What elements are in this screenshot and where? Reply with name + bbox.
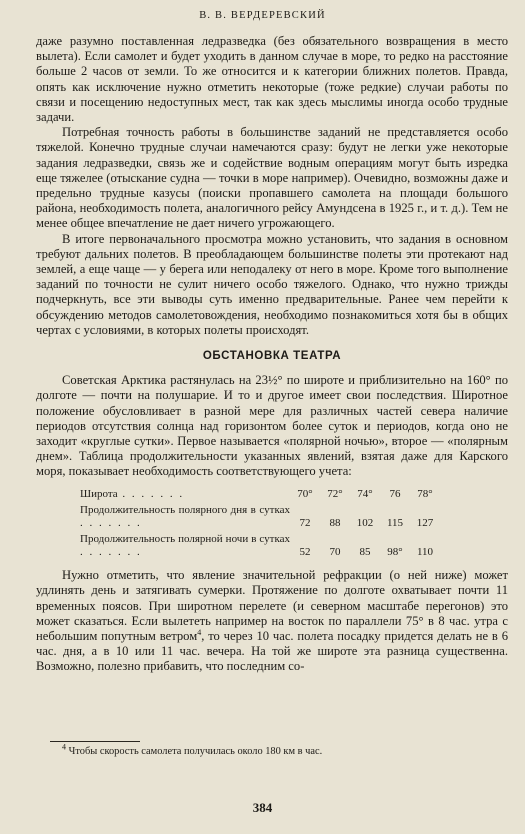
table-cell: 127 <box>416 516 434 529</box>
paragraph-arctic-extent: Советская Арктика растянулась на 23½° по широте и приблизительно на 160° по долготе — почти на полушарие. И то и другое имеет свои последствия. Широтное положение обусловливает в разной мере для различных частей севера наличие периодов отсутствия солнца над горизонтом более суток и периодов, когда оно не заходит «круглые сутки». Первое называется «полярной ночью», второе — «полярным днем». Таблица продолжительности указанных явлений, взятая даже для Карского моря, показывает необходимость соответствующего учета: <box>36 373 508 479</box>
table-row <box>80 486 440 503</box>
paragraph-refraction-text-a: Нужно отметить, что явление значительной рефракции (о ней ниже) может удлинять день и затягивать сумерки. Протяжение по долготе охватывает почти 11 временных поясов. При широтном перелете (и северном масштабе перегонов) это может сказаться. Если вылететь например на восток по параллели 75° в 8 час. утра с небольшим попутным ветром <box>36 568 508 643</box>
leader-dots: . . . . . . . <box>80 516 142 529</box>
table-cell: 78° <box>417 487 433 500</box>
paragraph-summary: В итоге первоначального просмотра можно установить, что задания в основном требуют дальних полетов. В преобладающем большинстве полеты эти протекают над землей, а еще чаще — у берега или неподалеку от него в море. Кроме того выполнение заданий по точности не сулит ничего особо тяжелого. Однако, что нужно трижды подчеркнуть, все эти выводы суть именно предварительные. Ранее чем перейти к обсуждению методов самолетовождения, необходимо познакомиться хотя бы в общих чертах с условиями, в которых полеты происходят. <box>36 231 508 337</box>
footnote <box>62 742 502 758</box>
paragraph-refraction-text-b: , то через 10 час. полета посадку придется делать не в 6 час. дня, а в 10 или 11 час. вечера. На той же широте эта разница существенна. Возможно, полезно прибавить, что последним со- <box>36 629 509 674</box>
table-cell: 110 <box>416 545 434 558</box>
footnote-reference: 4 <box>197 627 202 637</box>
paragraph-accuracy: Потребная точность работы в большинстве заданий не представляется особо тяжелой. Конечно трудные случаи намечаются сразу: будут не легки уже некоторые задания ледразведки, связь же и содействие водным операциям могут быть изредка еще тяжелее (отыскание судна — точки в море например). Очевидно, возможны даже и предельно трудные казусы (поиски пропавшего самолета на площади большого района, необходимость полета, аналогичного рейсу Амундсена в 1925 г., и т. д.). Тем не менее общее впечатление не дает ничего угрожающего. <box>36 125 508 231</box>
table-row-label: Продолжительность полярного дня в сутках . . . . . . . <box>80 504 290 529</box>
running-head: В. В. ВЕРДЕРЕВСКИЙ <box>199 10 326 21</box>
table-row-label: Широта . . . . . . . <box>80 487 185 500</box>
table-cell: 70° <box>297 487 313 500</box>
table-cell: 85 <box>359 545 371 558</box>
table-cell: 88 <box>329 516 341 529</box>
table-cell: 115 <box>386 516 404 529</box>
table-cell: 102 <box>356 516 374 529</box>
table-cell: 74° <box>357 487 373 500</box>
body-text <box>36 34 508 675</box>
table-cell: 52 <box>299 545 311 558</box>
polar-day-night-table <box>80 486 440 561</box>
footnote-text: Чтобы скорость самолета получилась около 180 км в час. <box>68 746 323 757</box>
table-cell: 76 <box>389 487 401 500</box>
table-cell: 98° <box>387 545 403 558</box>
table-cell: 72° <box>327 487 343 500</box>
table-row <box>80 502 440 531</box>
table-row-label: Продолжительность полярной ночи в сутках . . . . . . . <box>80 533 290 558</box>
paragraph-refraction <box>36 568 508 674</box>
table-cell: 70 <box>329 545 341 558</box>
paragraph-continuation: даже разумно поставленная ледразведка (без обязательного возвращения в место вылета). Если самолет и будет уходить в данном случае в море, то редко на расстояние больше 2 часов от земли. То же относится и к категории ближних полетов. Правда, опять как исключение нужно отметить некоторые (тоже редкие) случаи работы по связи и посещению недоступных мест, так как здесь мыслимы иногда особо трудные задачи. <box>36 34 508 125</box>
table-cell: 72 <box>299 516 311 529</box>
page-number: 384 <box>252 800 273 815</box>
section-heading: ОБСТАНОВКА ТЕАТРА <box>202 350 342 363</box>
leader-dots: . . . . . . . <box>117 487 185 500</box>
footnote-marker: 4 <box>62 742 66 752</box>
table-row <box>80 531 440 560</box>
leader-dots: . . . . . . . <box>80 545 142 558</box>
